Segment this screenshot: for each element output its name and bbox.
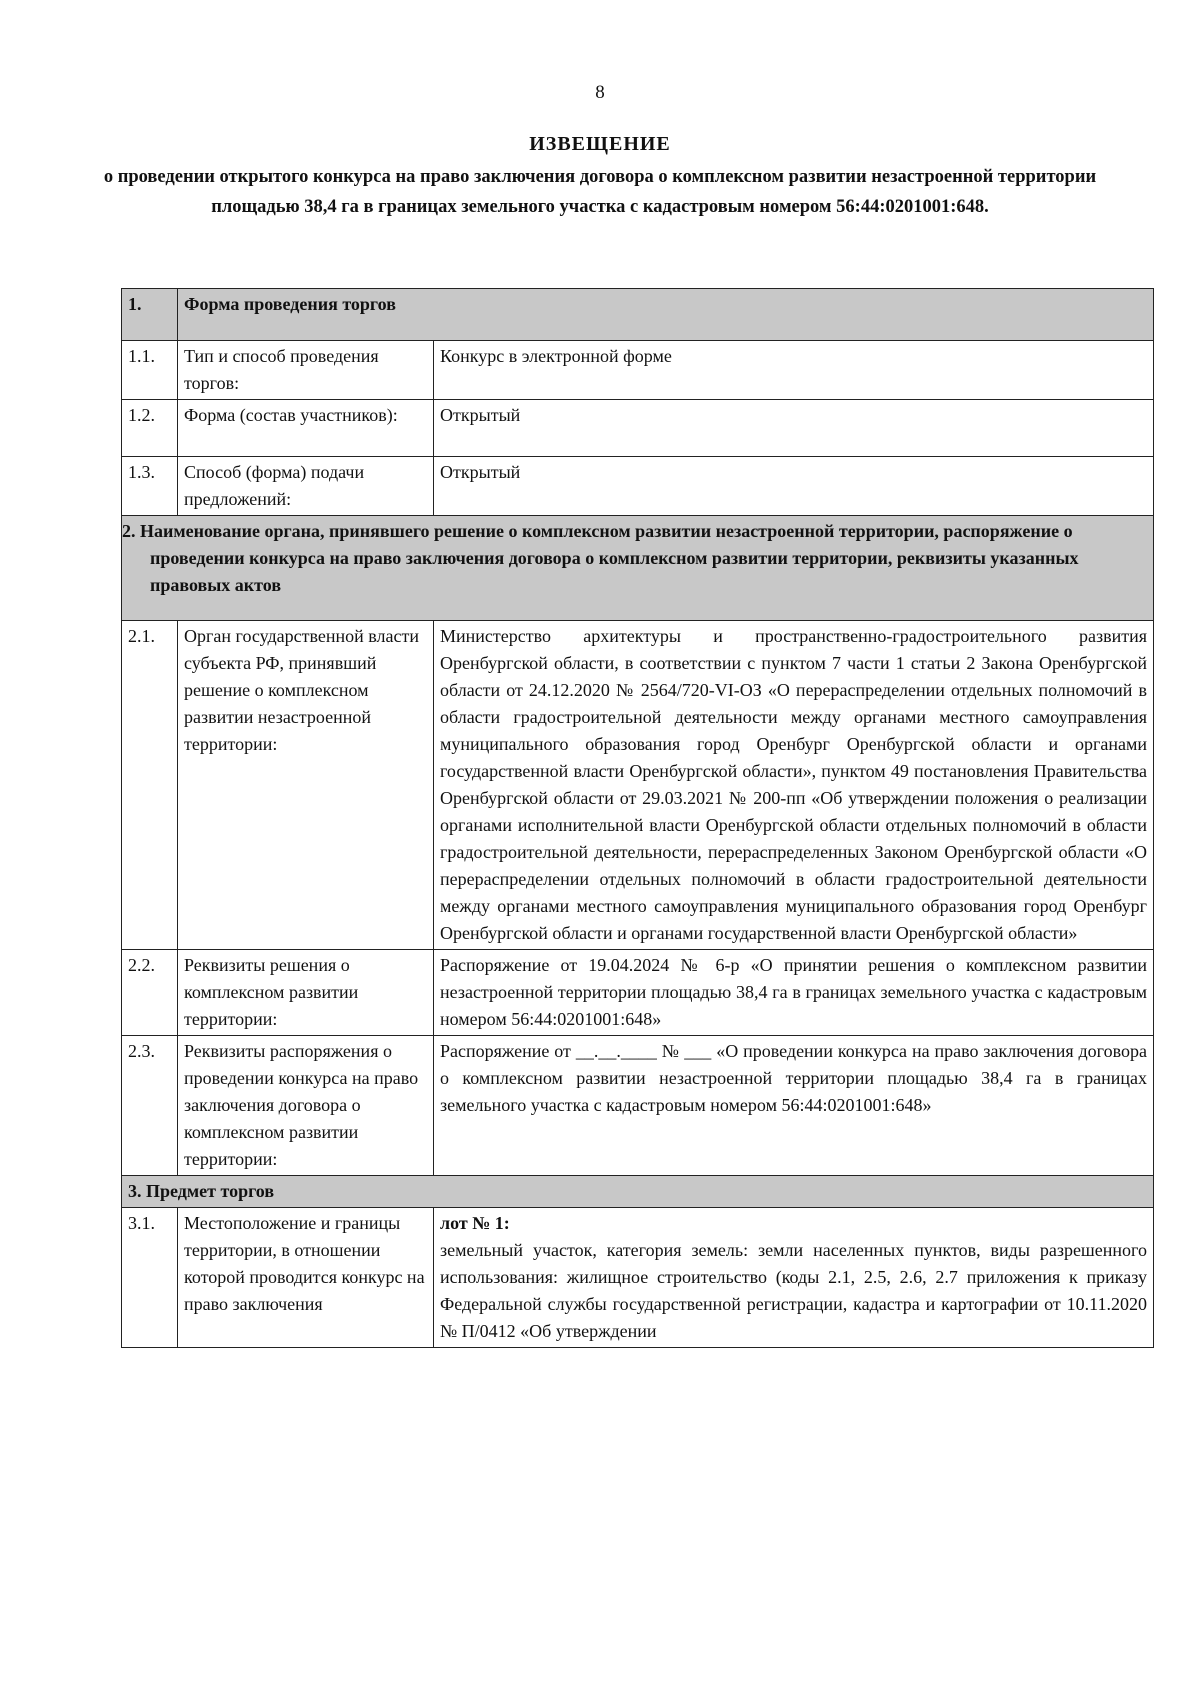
lot-description: земельный участок, категория земель: земли населенных пунктов, виды разрешенного использования: жилищное строительство (коды 2.1, 2.5, 2.6, 2.7 приложения к приказу Федеральной службы государственной регистрации, кадастра и картографии от 10.11.2020 № П/0412 «Об утверждении bbox=[440, 1240, 1147, 1341]
section-row bbox=[122, 289, 1154, 341]
table-row bbox=[122, 457, 1154, 516]
row-label: Местоположение и границы территории, в отношении которой проводится конкурс на право заключения bbox=[178, 1208, 434, 1348]
row-value: Распоряжение от 19.04.2024 № 6-р «О принятии решения о комплексном развитии незастроенной территории площадью 38,4 га в границах земельного участка с кадастровым номером 56:44:0201001:648» bbox=[434, 950, 1154, 1036]
row-value: Конкурс в электронной форме bbox=[434, 341, 1154, 400]
document-title: ИЗВЕЩЕНИЕ bbox=[529, 133, 671, 155]
row-value: Открытый bbox=[434, 400, 1154, 457]
row-label: Реквизиты решения о комплексном развитии территории: bbox=[178, 950, 434, 1036]
row-number: 1.3. bbox=[122, 457, 178, 516]
row-value bbox=[434, 1208, 1154, 1348]
section-row bbox=[122, 1176, 1154, 1208]
row-number: 3.1. bbox=[122, 1208, 178, 1348]
row-number: 2.2. bbox=[122, 950, 178, 1036]
row-number: 2.3. bbox=[122, 1036, 178, 1176]
section-row bbox=[122, 516, 1154, 621]
row-label: Орган государственной власти субъекта РФ, принявший решение о комплексном развитии незастроенной территории: bbox=[178, 621, 434, 950]
row-value: Распоряжение от __.__.____ № ___ «О проведении конкурса на право заключения договора о комплексном развитии незастроенной территории площадью 38,4 га в границах земельного участка с кадастровым номером 56:44:0201001:648» bbox=[434, 1036, 1154, 1176]
page-number: 8 bbox=[595, 82, 605, 103]
row-number: 2.1. bbox=[122, 621, 178, 950]
table-row bbox=[122, 1036, 1154, 1176]
document-header bbox=[100, 133, 1100, 222]
document-subtitle: о проведении открытого конкурса на право заключения договора о комплексном развитии незастроенной территории площадью 38,4 га в границах земельного участка с кадастровым номером 56:44:0201001:648. bbox=[103, 167, 1097, 217]
row-label: Реквизиты распоряжения о проведении конкурса на право заключения договора о комплексном развитии территории: bbox=[178, 1036, 434, 1176]
table-row bbox=[122, 950, 1154, 1036]
section-title: Предмет торгов bbox=[146, 1181, 275, 1201]
row-number: 1.1. bbox=[122, 341, 178, 400]
section-title: Форма проведения торгов bbox=[178, 289, 1154, 341]
section-title: Наименование органа, принявшего решение о комплексном развитии незастроенной территории, распоряжение о проведении конкурса на право заключения договора о комплексном развитии территории, реквизиты указанных правовых актов bbox=[140, 521, 1079, 595]
section-number: 1. bbox=[122, 289, 178, 341]
section-title-block bbox=[122, 516, 1154, 621]
section-number: 2. bbox=[122, 521, 136, 541]
section-number: 3. bbox=[128, 1181, 142, 1201]
section-title-block bbox=[122, 1176, 1154, 1208]
table-row bbox=[122, 400, 1154, 457]
row-number: 1.2. bbox=[122, 400, 178, 457]
table-row bbox=[122, 341, 1154, 400]
table-row bbox=[122, 621, 1154, 950]
row-label: Способ (форма) подачи предложений: bbox=[178, 457, 434, 516]
row-label: Форма (состав участников): bbox=[178, 400, 434, 457]
table-row bbox=[122, 1208, 1154, 1348]
lot-label: лот № 1: bbox=[440, 1213, 510, 1233]
row-label: Тип и способ проведения торгов: bbox=[178, 341, 434, 400]
notice-table bbox=[121, 288, 1154, 1348]
row-value: Открытый bbox=[434, 457, 1154, 516]
row-value: Министерство архитектуры и пространственно-градостроительного развития Оренбургской области, в соответствии с пунктом 7 части 1 статьи 2 Закона Оренбургской области от 24.12.2020 № 2564/720-VI-ОЗ «О перераспределении отдельных полномочий в области градостроительной деятельности между органами местного самоуправления муниципального образования город Оренбург Оренбургской области и органами государственной власти Оренбургской области», пунктом 49 постановления Правительства Оренбургской области от 29.03.2021 № 200-пп «Об утверждении положения о реализации органами исполнительной власти Оренбургской области отдельных полномочий в области градостроительной деятельности, перераспределенных Законом Оренбургской области «О перераспределении отдельных полномочий в области градостроительной деятельности между органами местного самоуправления муниципального образования город Оренбург Оренбургской области и органами государственной власти Оренбургской области» bbox=[434, 621, 1154, 950]
